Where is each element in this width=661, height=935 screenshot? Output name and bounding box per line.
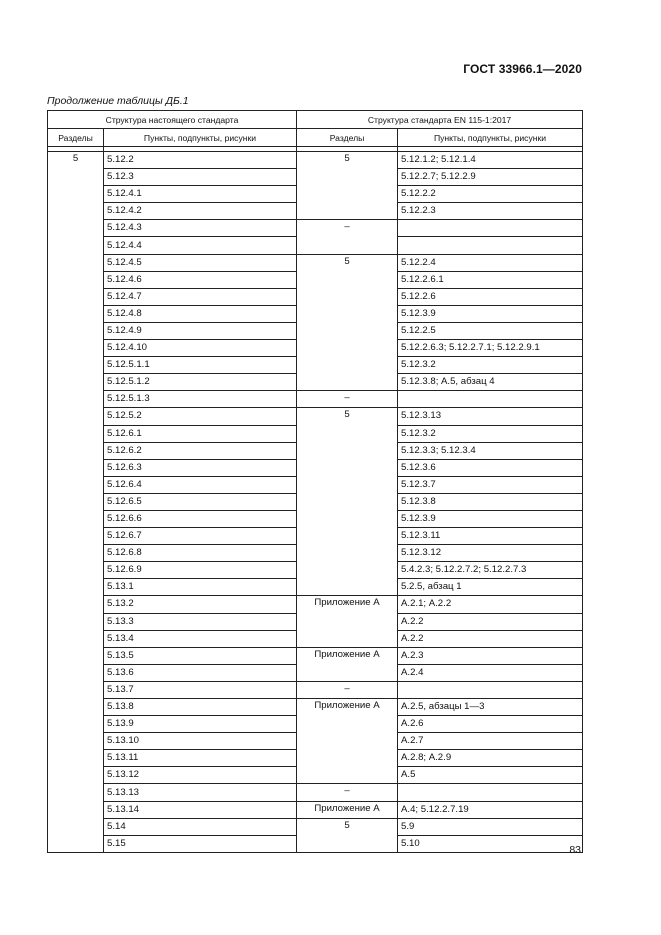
right-item-cell: А.4; 5.12.2.7.19 <box>398 801 583 818</box>
left-item-cell: 5.14 <box>104 818 297 835</box>
left-item-cell: 5.13.9 <box>104 716 297 733</box>
left-item-cell: 5.12.6.3 <box>104 459 297 476</box>
left-item-cell: 5.13.13 <box>104 784 297 801</box>
document-code: ГОСТ 33966.1—2020 <box>463 62 582 76</box>
right-item-cell: А.2.3 <box>398 647 583 664</box>
right-item-cell <box>398 681 583 698</box>
right-item-cell: 5.12.1.2; 5.12.1.4 <box>398 152 583 169</box>
left-item-cell: 5.12.5.1.1 <box>104 357 297 374</box>
group-header-this-standard: Структура настоящего стандарта <box>48 111 297 129</box>
right-section-cell: Приложение А <box>297 699 398 784</box>
table-row <box>48 818 583 835</box>
right-item-cell: 5.9 <box>398 818 583 835</box>
table-body <box>48 152 583 853</box>
column-header-items: Пункты, подпункты, рисунки <box>104 129 297 147</box>
right-item-cell: А.2.7 <box>398 733 583 750</box>
left-item-cell: 5.12.4.4 <box>104 237 297 254</box>
right-item-cell: 5.4.2.3; 5.12.2.7.2; 5.12.2.7.3 <box>398 562 583 579</box>
left-item-cell: 5.13.6 <box>104 664 297 681</box>
right-item-cell: 5.12.3.2 <box>398 425 583 442</box>
left-section-cell: 5 <box>48 152 104 853</box>
table-row <box>48 801 583 818</box>
right-item-cell <box>398 391 583 408</box>
left-item-cell: 5.12.3 <box>104 169 297 186</box>
group-header-en-standard: Структура стандарта EN 115-1:2017 <box>297 111 583 129</box>
right-item-cell: 5.12.3.9 <box>398 510 583 527</box>
right-item-cell <box>398 237 583 254</box>
right-section-cell: 5 <box>297 254 398 391</box>
column-header-sections: Разделы <box>48 129 104 147</box>
right-item-cell <box>398 784 583 801</box>
left-item-cell: 5.12.5.1.3 <box>104 391 297 408</box>
left-item-cell: 5.12.6.7 <box>104 528 297 545</box>
right-item-cell: 5.12.3.13 <box>398 408 583 425</box>
right-item-cell: 5.12.3.12 <box>398 545 583 562</box>
right-section-cell: 5 <box>297 818 398 852</box>
left-item-cell: 5.12.6.5 <box>104 493 297 510</box>
left-item-cell: 5.12.6.4 <box>104 476 297 493</box>
left-item-cell: 5.12.4.5 <box>104 254 297 271</box>
left-item-cell: 5.13.14 <box>104 801 297 818</box>
left-item-cell: 5.12.4.1 <box>104 186 297 203</box>
right-item-cell: А.2.2 <box>398 630 583 647</box>
left-item-cell: 5.12.5.2 <box>104 408 297 425</box>
right-item-cell: А.2.8; А.2.9 <box>398 750 583 767</box>
left-item-cell: 5.12.4.8 <box>104 305 297 322</box>
right-item-cell <box>398 220 583 237</box>
right-section-cell: – <box>297 391 398 408</box>
left-item-cell: 5.15 <box>104 835 297 852</box>
table-row <box>48 254 583 271</box>
right-item-cell: 5.12.3.7 <box>398 476 583 493</box>
column-header-items-en: Пункты, подпункты, рисунки <box>398 129 583 147</box>
right-item-cell: А.2.1; А.2.2 <box>398 596 583 613</box>
left-item-cell: 5.12.6.1 <box>104 425 297 442</box>
left-item-cell: 5.13.7 <box>104 681 297 698</box>
right-item-cell: 5.12.2.6.3; 5.12.2.7.1; 5.12.2.9.1 <box>398 340 583 357</box>
table-row <box>48 220 583 237</box>
left-item-cell: 5.13.10 <box>104 733 297 750</box>
right-item-cell: 5.10 <box>398 835 583 852</box>
right-item-cell: 5.12.2.4 <box>398 254 583 271</box>
right-section-cell: – <box>297 784 398 801</box>
left-item-cell: 5.12.5.1.2 <box>104 374 297 391</box>
right-item-cell: А.2.5, абзацы 1—3 <box>398 699 583 716</box>
left-item-cell: 5.12.6.6 <box>104 510 297 527</box>
right-item-cell: 5.12.2.5 <box>398 322 583 339</box>
table-row <box>48 784 583 801</box>
left-item-cell: 5.12.4.7 <box>104 288 297 305</box>
right-item-cell: 5.12.3.2 <box>398 357 583 374</box>
left-item-cell: 5.12.2 <box>104 152 297 169</box>
table-row <box>48 408 583 425</box>
right-item-cell: 5.12.2.6 <box>398 288 583 305</box>
right-item-cell: 5.12.2.7; 5.12.2.9 <box>398 169 583 186</box>
left-item-cell: 5.13.8 <box>104 699 297 716</box>
left-item-cell: 5.12.6.2 <box>104 442 297 459</box>
right-item-cell: 5.12.2.3 <box>398 203 583 220</box>
right-item-cell: 5.12.3.11 <box>398 528 583 545</box>
left-item-cell: 5.13.1 <box>104 579 297 596</box>
left-item-cell: 5.12.4.2 <box>104 203 297 220</box>
table-row <box>48 699 583 716</box>
right-item-cell: А.2.6 <box>398 716 583 733</box>
table-row <box>48 647 583 664</box>
right-item-cell: А.5 <box>398 767 583 784</box>
right-item-cell: А.2.2 <box>398 613 583 630</box>
table-row <box>48 391 583 408</box>
header-column-row <box>48 129 583 147</box>
right-item-cell: 5.12.3.9 <box>398 305 583 322</box>
right-section-cell: Приложение А <box>297 647 398 681</box>
right-section-cell: Приложение А <box>297 801 398 818</box>
column-header-sections-en: Разделы <box>297 129 398 147</box>
right-item-cell: 5.12.3.8; А.5, абзац 4 <box>398 374 583 391</box>
left-item-cell: 5.12.4.9 <box>104 322 297 339</box>
left-item-cell: 5.13.3 <box>104 613 297 630</box>
left-item-cell: 5.13.12 <box>104 767 297 784</box>
table-row <box>48 596 583 613</box>
table-row <box>48 681 583 698</box>
correspondence-table <box>47 110 583 853</box>
right-item-cell: 5.2.5, абзац 1 <box>398 579 583 596</box>
table-caption: Продолжение таблицы ДБ.1 <box>47 95 189 107</box>
left-item-cell: 5.12.4.6 <box>104 271 297 288</box>
right-section-cell: – <box>297 681 398 698</box>
right-item-cell: А.2.4 <box>398 664 583 681</box>
right-item-cell: 5.12.3.6 <box>398 459 583 476</box>
left-item-cell: 5.13.5 <box>104 647 297 664</box>
left-item-cell: 5.12.6.9 <box>104 562 297 579</box>
left-item-cell: 5.13.2 <box>104 596 297 613</box>
right-item-cell: 5.12.2.2 <box>398 186 583 203</box>
right-section-cell: 5 <box>297 408 398 596</box>
right-item-cell: 5.12.2.6.1 <box>398 271 583 288</box>
right-item-cell: 5.12.3.3; 5.12.3.4 <box>398 442 583 459</box>
left-item-cell: 5.12.4.3 <box>104 220 297 237</box>
left-item-cell: 5.13.4 <box>104 630 297 647</box>
header-group-row <box>48 111 583 129</box>
left-item-cell: 5.12.6.8 <box>104 545 297 562</box>
left-item-cell: 5.12.4.10 <box>104 340 297 357</box>
right-section-cell: Приложение А <box>297 596 398 647</box>
table-row <box>48 152 583 169</box>
page-number: 83 <box>569 844 581 856</box>
right-section-cell: – <box>297 220 398 254</box>
right-item-cell: 5.12.3.8 <box>398 493 583 510</box>
left-item-cell: 5.13.11 <box>104 750 297 767</box>
right-section-cell: 5 <box>297 152 398 220</box>
